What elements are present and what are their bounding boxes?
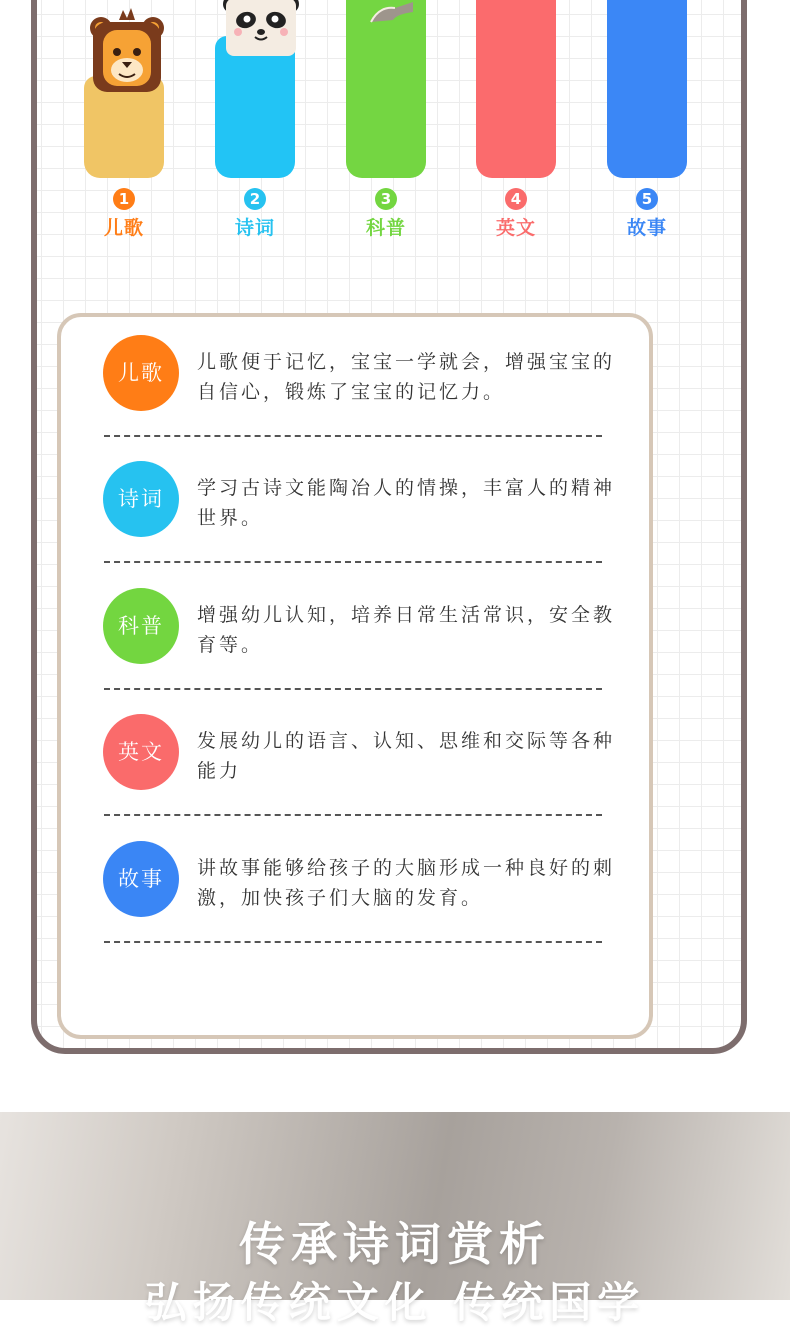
divider — [104, 435, 602, 437]
category-label: 英文 — [495, 217, 536, 239]
category-bar-science[interactable] — [346, 0, 426, 178]
description-text: 儿歌便于记忆，宝宝一学就会，增强宝宝的自信心，锻炼了宝宝的记忆力。 — [197, 351, 616, 403]
banner-title: 传承诗词赏析 — [239, 1217, 551, 1271]
lion-icon — [89, 8, 165, 94]
category-description-panel — [57, 313, 653, 1039]
description-text: 讲故事能够给孩子的大脑形成一种良好的刺激，加快孩子们大脑的发育。 — [197, 857, 616, 909]
description-text: 增强幼儿认知，培养日常生活常识，安全教育等。 — [197, 604, 616, 656]
category-bar-poetry[interactable] — [215, 36, 295, 178]
category-badge: 英文 — [103, 714, 179, 790]
divider — [104, 814, 602, 816]
list-item — [61, 833, 649, 959]
category-label: 科普 — [365, 217, 406, 239]
description-text: 学习古诗文能陶冶人的情操，丰富人的精神世界。 — [197, 477, 616, 529]
category-5[interactable] — [602, 188, 692, 240]
panda-icon — [224, 0, 298, 56]
number-badge: 5 — [636, 188, 658, 210]
category-bar-english[interactable] — [476, 0, 556, 178]
category-4[interactable] — [471, 188, 561, 240]
category-label: 儿歌 — [103, 217, 144, 239]
number-badge: 2 — [244, 188, 266, 210]
category-badge: 诗词 — [103, 461, 179, 537]
number-badge: 4 — [505, 188, 527, 210]
culture-banner — [0, 1112, 790, 1327]
category-label: 故事 — [626, 217, 667, 239]
category-1[interactable] — [79, 188, 169, 240]
divider — [104, 688, 602, 690]
category-bar-stories[interactable] — [607, 0, 687, 178]
divider — [104, 941, 602, 943]
description-text: 发展幼儿的语言、认知、思维和交际等各种能力 — [197, 730, 616, 782]
number-badge: 3 — [375, 188, 397, 210]
elephant-icon — [367, 2, 413, 22]
divider — [104, 561, 602, 563]
list-item — [61, 327, 649, 453]
category-2[interactable] — [210, 188, 300, 240]
category-badge: 故事 — [103, 841, 179, 917]
category-badge: 科普 — [103, 588, 179, 664]
list-item — [61, 580, 649, 706]
category-3[interactable] — [341, 188, 431, 240]
banner-subtitle: 弘扬传统文化 传统国学 — [144, 1278, 646, 1327]
list-item — [61, 453, 649, 579]
number-badge: 1 — [113, 188, 135, 210]
category-label: 诗词 — [234, 217, 275, 239]
list-item — [61, 706, 649, 832]
category-badge: 儿歌 — [103, 335, 179, 411]
